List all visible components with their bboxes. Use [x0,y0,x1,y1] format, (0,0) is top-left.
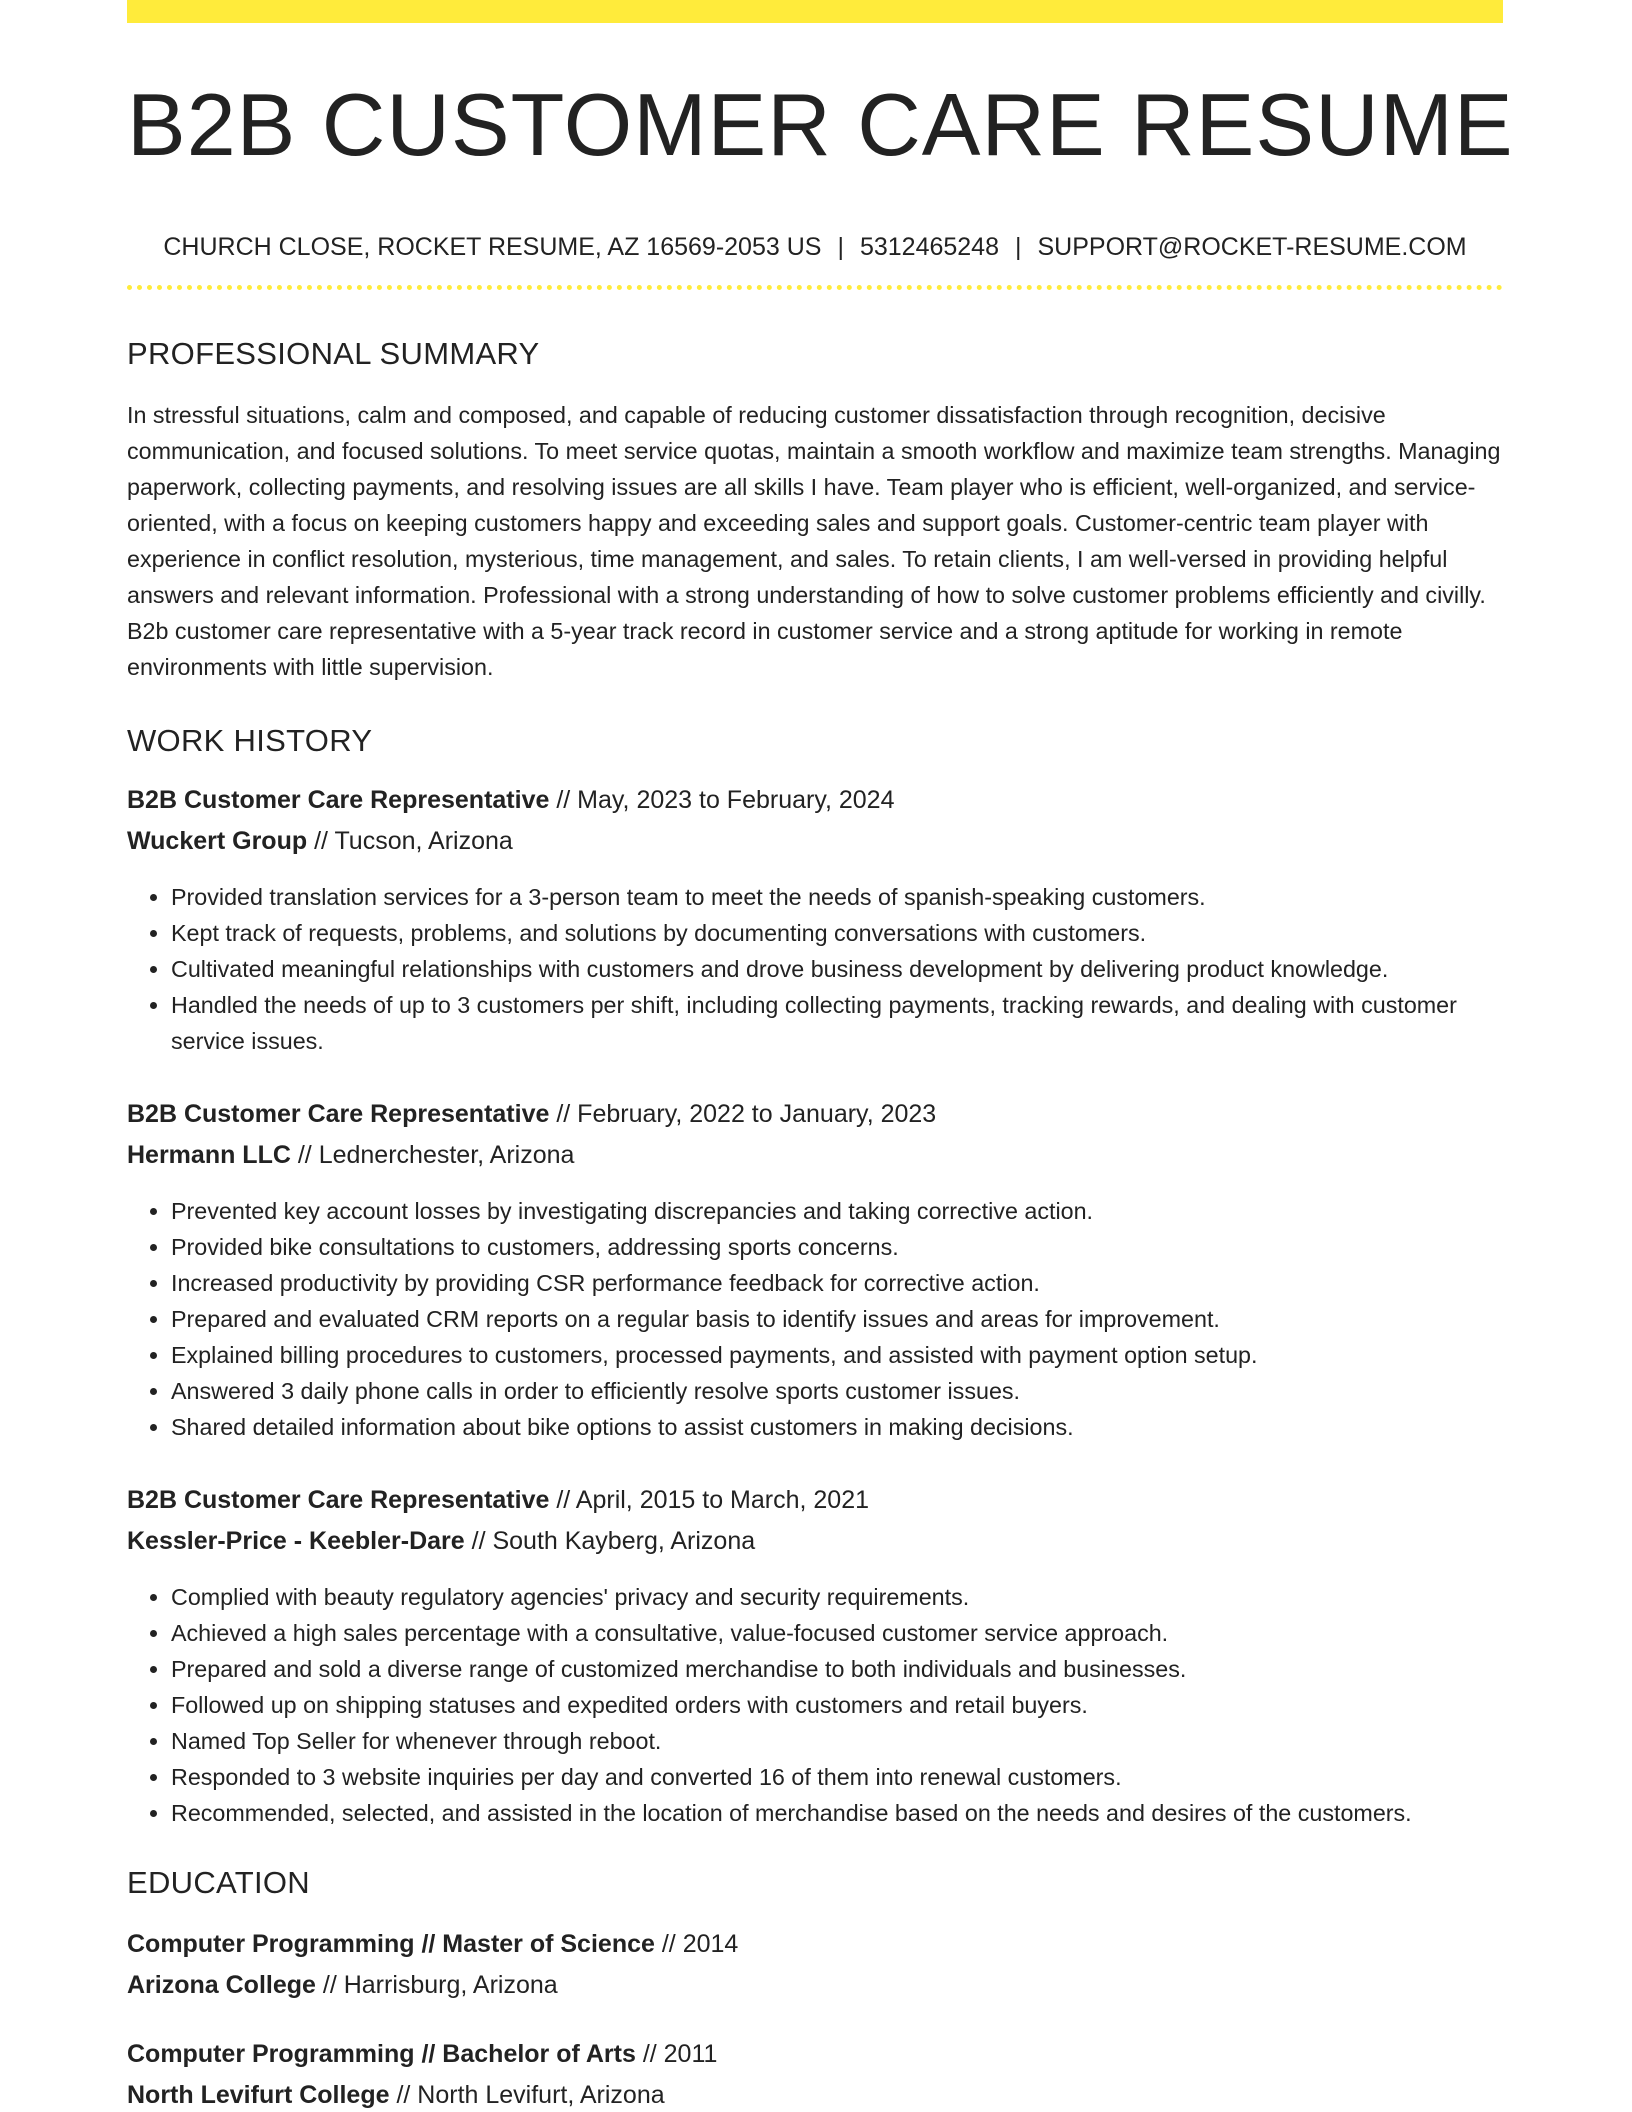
job-bullet: • Shared detailed information about bike options to assist customers in making decisions. [171,1409,1503,1445]
degree: Computer Programming // Master of Science [127,1930,655,1958]
job-bullet: • Provided translation services for a 3-person team to meet the needs of spanish-speaking customers. [171,879,1503,915]
job-bullet: • Prepared and sold a diverse range of customized merchandise to both individuals and businesses. [171,1651,1503,1687]
job-bullet: • Complied with beauty regulatory agencies' privacy and security requirements. [171,1579,1503,1615]
job-bullets [127,1193,1503,1445]
job-bullet: • Kept track of requests, problems, and solutions by documenting conversations with customers. [171,915,1503,951]
summary-heading: PROFESSIONAL SUMMARY [127,336,540,371]
contact-phone: 5312465248 [859,233,999,261]
job-bullet: • Provided bike consultations to customers, addressing sports concerns. [171,1229,1503,1265]
company-name: Wuckert Group [127,827,308,855]
job-title-line [127,1488,1503,1513]
contact-separator: | [837,233,844,261]
job-dates: // February, 2022 to January, 2023 [549,1100,937,1128]
summary-text: In stressful situations, calm and composed, and capable of reducing customer dissatisfaction through recognition, decisive communication, and focused solutions. To meet service quotas, maintain a smooth workflow and maximize team strengths. Managing paperwork, collecting payments, and resolving issues are all skills I have. Team player who is efficient, well-organized, and service-oriented, with a focus on keeping customers happy and exceeding sales and support goals. Customer-centric team player with experience in conflict resolution, mysterious, time management, and sales. To retain clients, I am well-versed in providing helpful answers and relevant information. Professional with a strong understanding of how to solve customer problems efficiently and civilly. B2b customer care representative with a 5-year track record in customer service and a strong aptitude for working in remote environments with little supervision. [127,402,1501,680]
education-entry [127,1932,1503,1998]
job-bullet: • Recommended, selected, and assisted in the location of merchandise based on the needs and desires of the customers. [171,1795,1503,1831]
job-bullets [127,879,1503,1059]
contact-line [127,235,1503,260]
company-location: // Lednerchester, Arizona [290,1141,575,1169]
job-bullet: • Prepared and evaluated CRM reports on a regular basis to identify issues and areas for improvement. [171,1301,1503,1337]
job-bullet: • Followed up on shipping statuses and expedited orders with customers and retail buyers. [171,1687,1503,1723]
degree-year: // 2014 [654,1930,739,1958]
school-name: North Levifurt College [127,2081,390,2109]
job-title: B2B Customer Care Representative [127,786,550,814]
job-bullet: • Answered 3 daily phone calls in order to efficiently resolve sports customer issues. [171,1373,1503,1409]
company-name: Hermann LLC [127,1141,291,1169]
resume-title: B2B CUSTOMER CARE RESUME [127,75,1514,174]
job-title-line [127,1102,1503,1127]
top-accent-bar [127,0,1503,23]
job-bullet: • Explained billing procedures to customers, processed payments, and assisted with payment option setup. [171,1337,1503,1373]
job-bullet: • Responded to 3 website inquiries per day and converted 16 of them into renewal customers. [171,1759,1503,1795]
job-bullet: • Cultivated meaningful relationships with customers and drove business development by delivering product knowledge. [171,951,1503,987]
job-title-line [127,788,1503,813]
company-location: // Tucson, Arizona [307,827,513,855]
school-location: // North Levifurt, Arizona [389,2081,665,2109]
work-history-heading: WORK HISTORY [127,723,373,758]
resume-page [127,0,1514,2109]
job-title: B2B Customer Care Representative [127,1486,550,1514]
contact-separator: | [1015,233,1022,261]
job-entry [127,788,1503,1059]
degree-year: // 2011 [635,2040,718,2068]
degree-line [127,1932,1503,1957]
company-line [127,1143,1503,1168]
contact-address: CHURCH CLOSE, ROCKET RESUME, AZ 16569-2053 US [163,233,822,261]
company-line [127,1529,1503,1554]
company-location: // South Kayberg, Arizona [464,1527,756,1555]
school-line [127,1973,1503,1998]
job-bullet: • Handled the needs of up to 3 customers per shift, including collecting payments, tracking rewards, and dealing with customer service issues. [171,987,1503,1059]
company-line [127,829,1503,854]
school-line [127,2083,1503,2108]
dotted-divider [127,285,1503,290]
contact-email: SUPPORT@ROCKET-RESUME.COM [1037,233,1467,261]
job-dates: // April, 2015 to March, 2021 [549,1486,870,1514]
job-bullets [127,1579,1503,1831]
job-bullet: • Named Top Seller for whenever through reboot. [171,1723,1503,1759]
company-name: Kessler-Price - Keebler-Dare [127,1527,465,1555]
job-bullet: • Achieved a high sales percentage with a consultative, value-focused customer service approach. [171,1615,1503,1651]
school-location: // Harrisburg, Arizona [315,1971,558,1999]
education-heading: EDUCATION [127,1865,310,1900]
degree: Computer Programming // Bachelor of Arts [127,2040,636,2068]
job-entry [127,1488,1503,1831]
job-entry [127,1102,1503,1445]
degree-line [127,2042,1503,2067]
job-dates: // May, 2023 to February, 2024 [549,786,895,814]
job-title: B2B Customer Care Representative [127,1100,550,1128]
job-bullet: • Increased productivity by providing CSR performance feedback for corrective action. [171,1265,1503,1301]
school-name: Arizona College [127,1971,316,1999]
education-entry [127,2042,1503,2108]
job-bullet: • Prevented key account losses by investigating discrepancies and taking corrective action. [171,1193,1503,1229]
